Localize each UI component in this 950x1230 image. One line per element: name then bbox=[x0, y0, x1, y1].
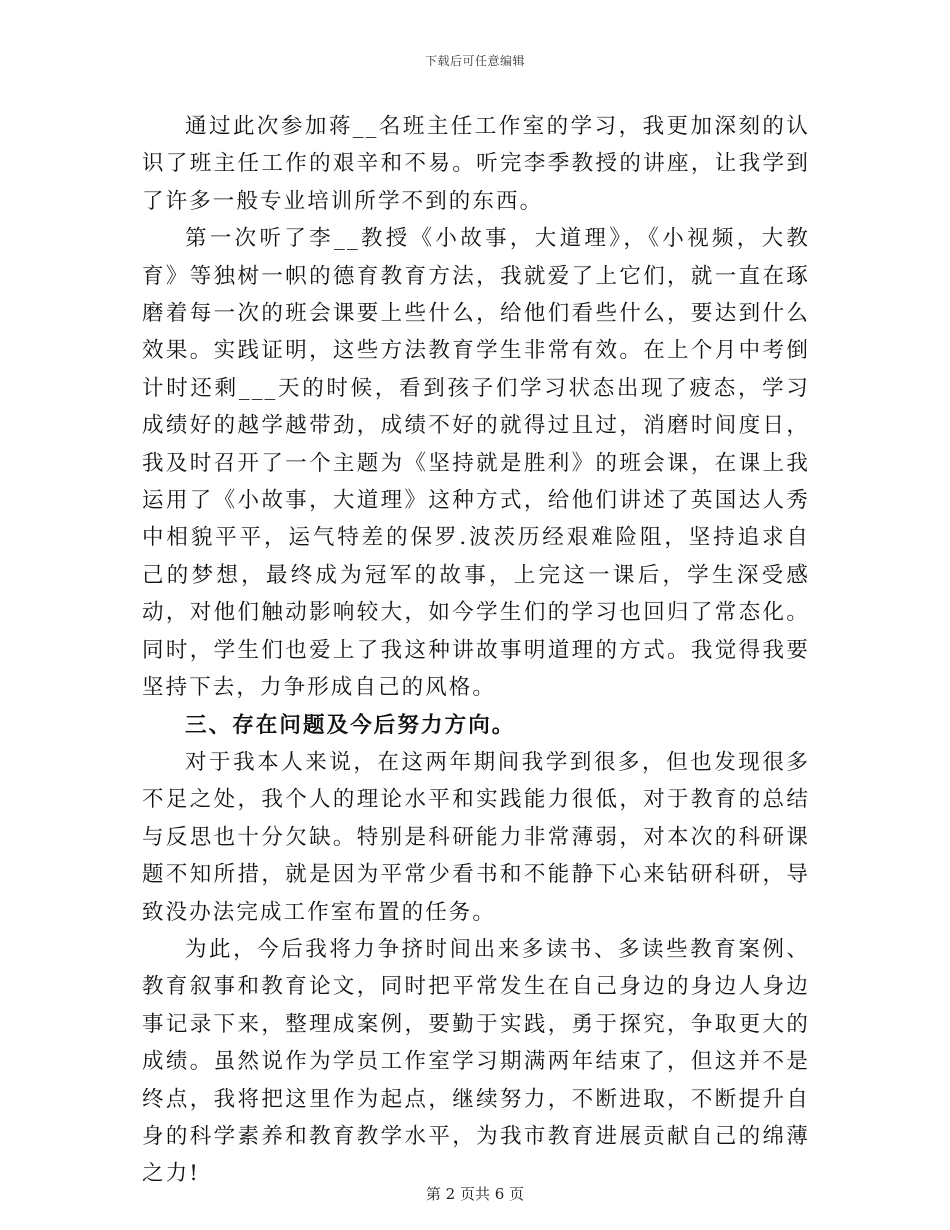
paragraph-4: 为此，今后我将力争挤时间出来多读书、多读些教育案例、教育叙事和教育论文，同时把平常发生在自己身边的身边人身边事记录下来，整理成案例，要勤于实践，勇于探究，争取更大的成绩。虽然说作为学员工作室学习期满两年结束了，但这并不是终点，我将把这里作为起点，继续努力，不断进取，不断提升自身的科学素养和教育教学水平，为我市教育进展贡献自己的绵薄之力! bbox=[142, 936, 810, 1187]
paragraph-2: 第一次听了李__教授《小故事，大道理》，《小视频，大教育》等独树一帜的德育教育方法，我就爱了上它们，就一直在琢磨着每一次的班会课要上些什么，给他们看些什么，要达到什么效果。实践证明，这些方法教育学生非常有效。在上个月中考倒计时还剩___天的时候，看到孩子们学习状态出现了疲态，学习成绩好的越学越带劲，成绩不好的就得过且过，消磨时间度日，我及时召开了一个主题为《坚持就是胜利》的班会课，在课上我运用了《小故事，大道理》这种方式，给他们讲述了英国达人秀中相貌平平，运气特差的保罗.波茨历经艰难险阻，坚持追求自己的梦想，最终成为冠军的故事，上完这一课后，学生深受感动，对他们触动影响较大，如今学生们的学习也回归了常态化。同时，学生们也爱上了我这种讲故事明道理的方式。我觉得我要坚持下去，力争形成自己的风格。 bbox=[142, 226, 810, 701]
page-number: 第 2 页共 6 页 bbox=[425, 1185, 525, 1203]
page-header: 下载后可任意编辑 bbox=[424, 54, 525, 68]
paragraph-1: 通过此次参加蒋__名班主任工作室的学习，我更加深刻的认识了班主任工作的艰辛和不易。听完李季教授的讲座，让我学到了许多一般专业培训所学不到的东西。 bbox=[142, 114, 810, 214]
document-body bbox=[142, 108, 810, 1193]
section-heading: 三、存在问题及今后努力方向。 bbox=[185, 712, 516, 738]
paragraph-3: 对于我本人来说，在这两年期间我学到很多，但也发现很多不足之处，我个人的理论水平和实践能力很低，对于教育的总结与反思也十分欠缺。特别是科研能力非常薄弱，对本次的科研课题不知所措，就是因为平常少看书和不能静下心来钻研科研，导致没办法完成工作室布置的任务。 bbox=[142, 749, 810, 925]
